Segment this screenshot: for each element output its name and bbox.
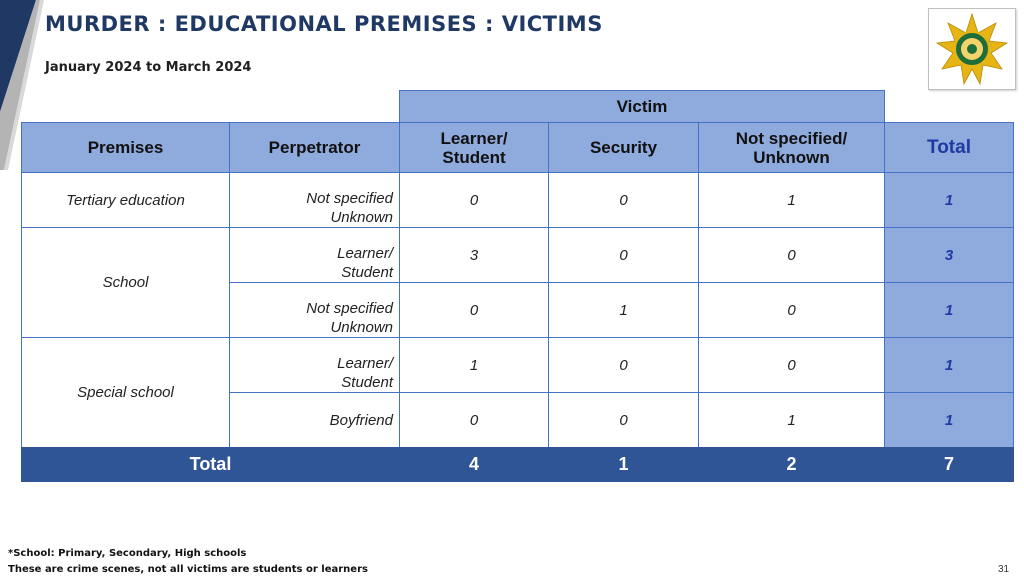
date-range-subtitle: January 2024 to March 2024 xyxy=(45,60,252,75)
row-total-value: 1 xyxy=(884,282,1014,338)
col-header-learner-line1: Learner/ xyxy=(440,128,508,148)
perpetrator-line2: Unknown xyxy=(330,319,393,336)
total-learner: 4 xyxy=(399,447,549,482)
footnote-crime-scenes: These are crime scenes, not all victims are students or learners xyxy=(8,564,368,575)
perpetrator-cell xyxy=(229,227,400,283)
security-value: 0 xyxy=(548,227,699,283)
learner-value: 0 xyxy=(399,172,549,228)
row-total-value: 3 xyxy=(884,227,1014,283)
col-header-learner xyxy=(399,122,549,173)
security-value: 0 xyxy=(548,337,699,393)
learner-value: 1 xyxy=(399,337,549,393)
perpetrator-cell: Boyfriend xyxy=(229,392,400,448)
col-header-security: Security xyxy=(548,122,699,173)
page-number: 31 xyxy=(998,564,1010,575)
learner-value: 0 xyxy=(399,392,549,448)
logo xyxy=(928,8,1016,90)
total-notspec: 2 xyxy=(698,447,885,482)
notspec-value: 1 xyxy=(698,172,885,228)
learner-value: 3 xyxy=(399,227,549,283)
perpetrator-line1: Not specified xyxy=(306,300,393,317)
notspec-value: 0 xyxy=(698,227,885,283)
col-header-not-specified xyxy=(698,122,885,173)
page-title: MURDER : EDUCATIONAL PREMISES : VICTIMS xyxy=(45,12,603,36)
learner-value: 0 xyxy=(399,282,549,338)
col-header-learner-line2: Student xyxy=(442,147,506,167)
total-row-label: Total xyxy=(21,447,400,482)
notspec-value: 0 xyxy=(698,282,885,338)
col-header-total: Total xyxy=(884,122,1014,173)
perpetrator-cell xyxy=(229,172,400,228)
premises-cell-school: School xyxy=(21,227,230,338)
col-header-perpetrator: Perpetrator xyxy=(229,122,400,173)
perpetrator-line2: Unknown xyxy=(330,209,393,226)
notspec-value: 1 xyxy=(698,392,885,448)
perpetrator-line1: Not specified xyxy=(306,190,393,207)
total-security: 1 xyxy=(548,447,699,482)
saps-star-badge-icon xyxy=(935,12,1009,86)
security-value: 0 xyxy=(548,172,699,228)
security-value: 0 xyxy=(548,392,699,448)
row-total-value: 1 xyxy=(884,172,1014,228)
row-total-value: 1 xyxy=(884,337,1014,393)
footnote-school: *School: Primary, Secondary, High schools xyxy=(8,548,247,559)
col-header-premises: Premises xyxy=(21,122,230,173)
perpetrator-line1: Learner/ xyxy=(337,245,393,262)
row-total-value: 1 xyxy=(884,392,1014,448)
perpetrator-line1: Learner/ xyxy=(337,355,393,372)
perpetrator-cell xyxy=(229,337,400,393)
perpetrator-cell xyxy=(229,282,400,338)
perpetrator-line2: Student xyxy=(341,264,393,281)
security-value: 1 xyxy=(548,282,699,338)
col-header-notspec-line1: Not specified/ xyxy=(735,128,848,148)
victim-group-header: Victim xyxy=(399,90,885,123)
premises-cell-tertiary: Tertiary education xyxy=(21,172,230,228)
grand-total: 7 xyxy=(884,447,1014,482)
col-header-notspec-line2: Unknown xyxy=(753,147,830,167)
premises-cell-special-school: Special school xyxy=(21,337,230,448)
notspec-value: 0 xyxy=(698,337,885,393)
perpetrator-line2: Student xyxy=(341,374,393,391)
